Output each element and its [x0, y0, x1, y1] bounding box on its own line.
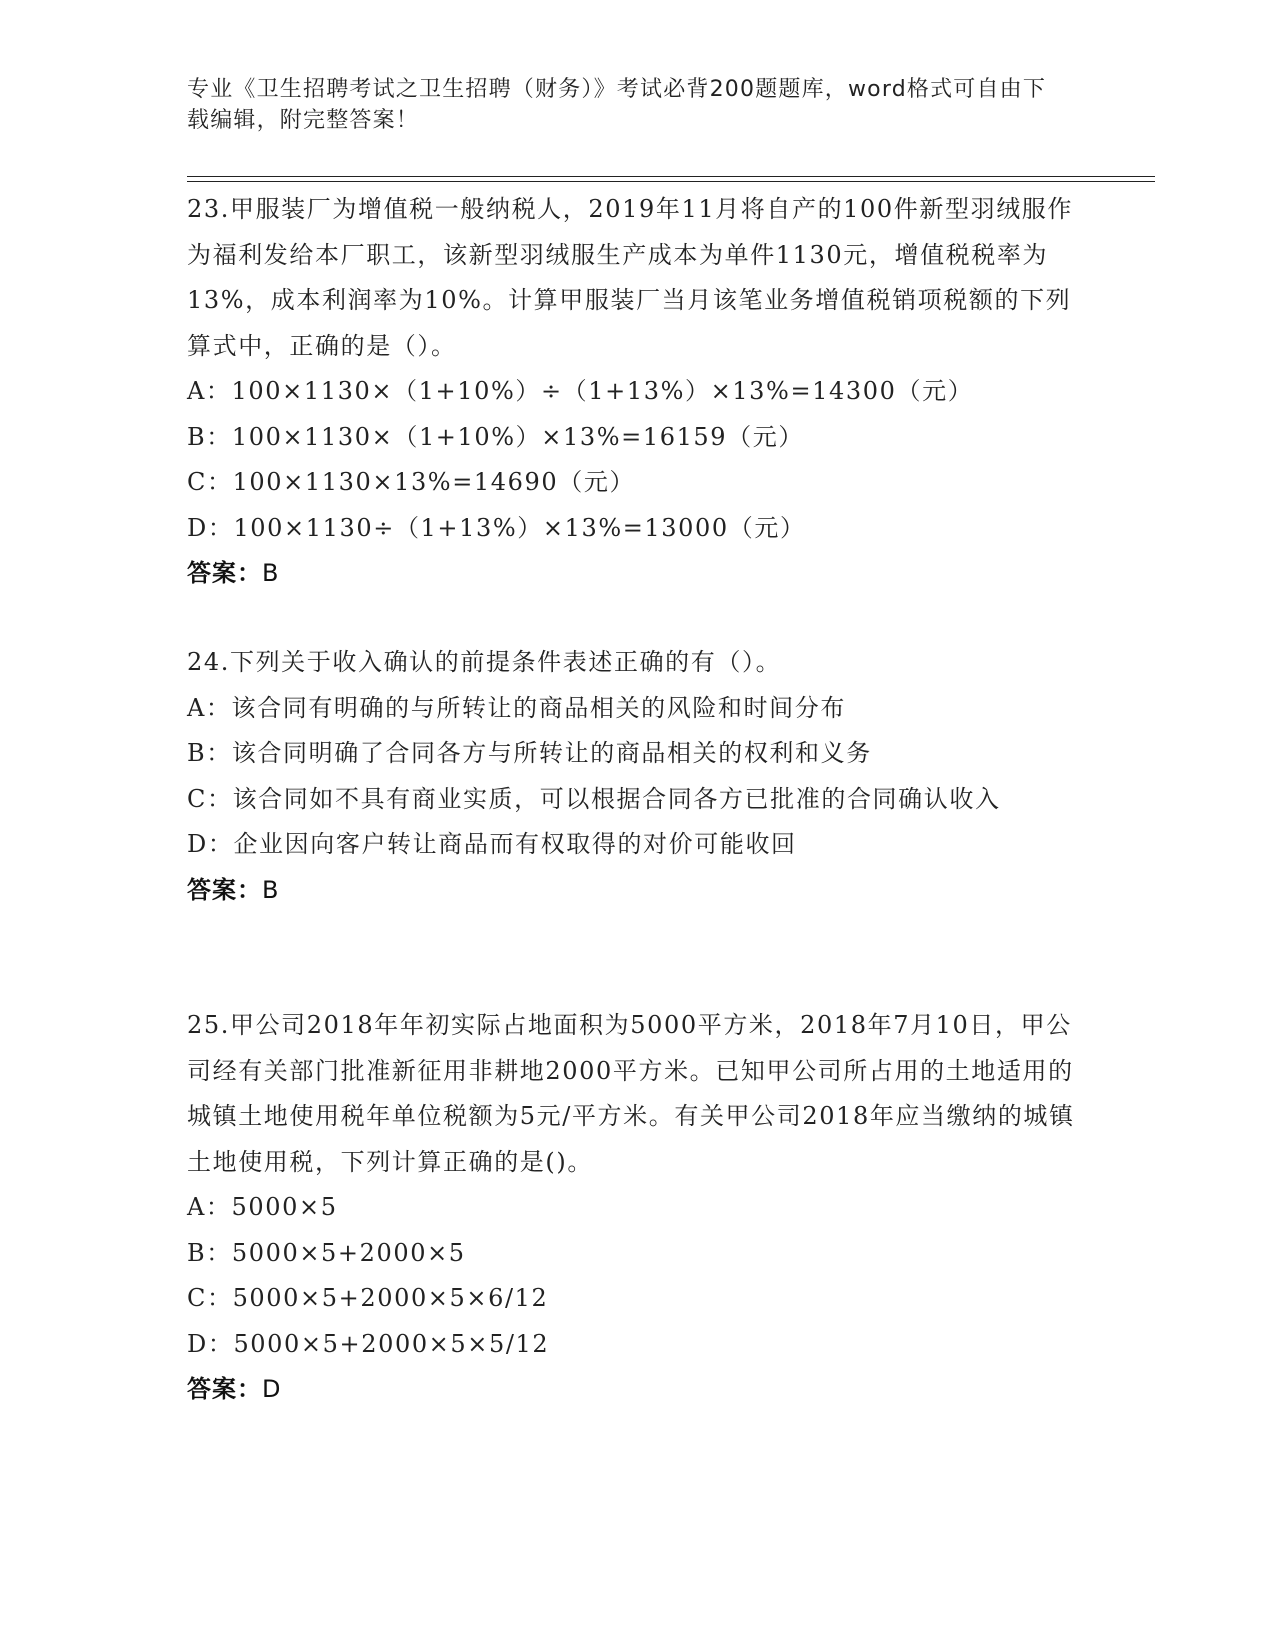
- option-b: B：5000×5+2000×5: [187, 1238, 466, 1267]
- answer-label: 答案：: [187, 1375, 262, 1403]
- option-a: A：该合同有明确的与所转让的商品相关的风险和时间分布: [187, 693, 846, 722]
- option-a: A：5000×5: [187, 1193, 338, 1221]
- question-stem: 24.下列关于收入确认的前提条件表述正确的有（）。: [187, 648, 782, 676]
- answer-value: B: [262, 875, 280, 904]
- option-d: D：5000×5+2000×5×5/12: [187, 1329, 550, 1358]
- answer-value: B: [262, 559, 280, 587]
- question-25: [187, 1003, 1077, 1413]
- answer-line: [187, 868, 1077, 914]
- option-c: C：100×1130×13%=14690（元）: [187, 468, 636, 496]
- question-23: [187, 187, 1077, 597]
- option-b: B：该合同明确了合同各方与所转让的商品相关的权利和义务: [187, 739, 872, 767]
- option-b: B：100×1130×（1+10%）×13%=16159（元）: [187, 422, 804, 451]
- answer-line: [187, 1367, 1077, 1413]
- document-header: 专业《卫生招聘考试之卫生招聘（财务）》考试必背200题题库，word格式可自由下载编辑，附完整答案！: [187, 77, 1047, 133]
- option-c: C：5000×5+2000×5×6/12: [187, 1284, 549, 1312]
- option-a: A：100×1130×（1+10%）÷（1+13%）×13%=14300（元）: [187, 377, 974, 405]
- question-stem: 25.甲公司2018年年初实际占地面积为5000平方米，2018年7月10日，甲公司经有关部门批准新征用非耕地2000平方米。已知甲公司所占用的土地适用的城镇土地使用税年单位税额为5元/平方米。有关甲公司2018年应当缴纳的城镇土地使用税，下列计算正确的是()。: [187, 1011, 1075, 1176]
- answer-line: [187, 551, 1077, 597]
- answer-value: D: [262, 1375, 282, 1403]
- header-divider-top: [187, 176, 1155, 177]
- option-c: C：该合同如不具有商业实质，可以根据合同各方已批准的合同确认收入: [187, 784, 1001, 813]
- option-d: D：企业因向客户转让商品而有权取得的对价可能收回: [187, 830, 797, 858]
- option-d: D：100×1130÷（1+13%）×13%=13000（元）: [187, 513, 806, 542]
- answer-label: 答案：: [187, 875, 262, 904]
- question-24: [187, 640, 1077, 913]
- answer-label: 答案：: [187, 559, 262, 587]
- header-divider-bottom: [187, 181, 1155, 182]
- question-stem: 23.甲服装厂为增值税一般纳税人，2019年11月将自产的100件新型羽绒服作为福利发给本厂职工，该新型羽绒服生产成本为单件1130元，增值税税率为13%，成本利润率为10%。计算甲服装厂当月该笔业务增值税销项税额的下列算式中，正确的是（）。: [187, 195, 1073, 360]
